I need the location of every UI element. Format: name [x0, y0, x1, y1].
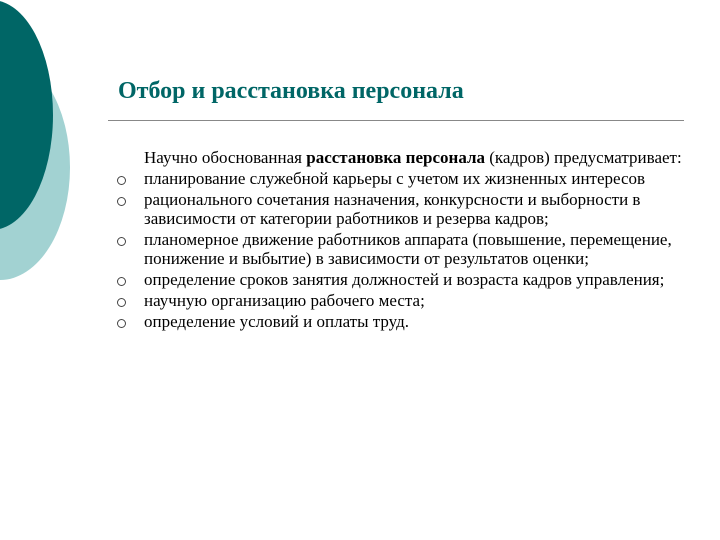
circle-bullet-icon: [117, 277, 126, 286]
list-item: [144, 291, 689, 310]
intro-suffix: (кадров) предусматривает:: [485, 148, 682, 167]
list-item-text: научную организацию рабочего места;: [144, 291, 425, 310]
list-item-text: определение сроков занятия должностей и возраста кадров управления;: [144, 270, 665, 289]
list-item-text: рационального сочетания назначения, конкурсности и выборности в зависимости от категории работников и резерва кадров;: [144, 190, 641, 228]
list-item: [144, 270, 689, 289]
list-item: [144, 312, 689, 331]
list-item-text: планирование служебной карьеры с учетом их жизненных интересов: [144, 169, 646, 188]
circle-bullet-icon: [117, 176, 126, 185]
list-item-text: определение условий и оплаты труд.: [144, 312, 410, 331]
circle-bullet-icon: [117, 298, 126, 307]
circle-bullet-icon: [117, 319, 126, 328]
title-divider: [108, 120, 684, 121]
list-item: [144, 230, 689, 268]
circle-bullet-icon: [117, 237, 126, 246]
intro-emphasis: расстановка персонала: [306, 148, 485, 167]
intro-prefix: Научно обоснованная: [144, 148, 307, 167]
list-item: [144, 169, 689, 188]
slide-body: [144, 148, 689, 333]
bullet-list: [144, 169, 689, 331]
slide-title: Отбор и расстановка персонала: [118, 78, 464, 104]
list-item: [144, 190, 689, 228]
list-item-text: планомерное движение работников аппарата (повышение, перемещение, понижение и выбытие) в зависимости от результатов оценки;: [144, 230, 672, 268]
circle-bullet-icon: [117, 197, 126, 206]
intro-paragraph: [144, 148, 689, 167]
